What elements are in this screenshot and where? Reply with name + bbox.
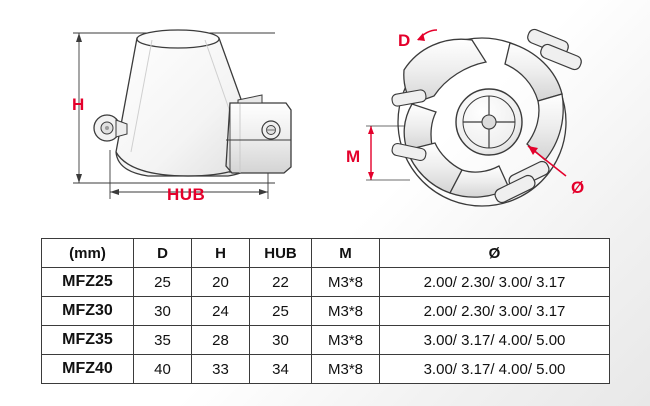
cell-hub: 34 [250,355,312,384]
cell-model: MFZ40 [42,355,134,384]
table-row [42,268,610,297]
dimension-label-diameter: Ø [571,178,585,197]
header-diameter: Ø [380,239,610,268]
specification-table [41,238,610,384]
cell-m: M3*8 [312,268,380,297]
cell-h: 24 [192,297,250,326]
cell-h: 20 [192,268,250,297]
table-row [42,326,610,355]
cell-m: M3*8 [312,297,380,326]
cell-bore: 2.00/ 2.30/ 3.00/ 3.17 [380,297,610,326]
cell-bore: 2.00/ 2.30/ 3.00/ 3.17 [380,268,610,297]
table-header-row [42,239,610,268]
header-hub: HUB [250,239,312,268]
cell-h: 28 [192,326,250,355]
cell-d: 35 [134,326,192,355]
cell-model: MFZ35 [42,326,134,355]
table-row [42,297,610,326]
cell-m: M3*8 [312,355,380,384]
cell-d: 30 [134,297,192,326]
cell-model: MFZ30 [42,297,134,326]
dimension-label-hub: HUB [167,185,206,204]
header-m: M [312,239,380,268]
side-view-group [73,30,291,199]
header-h: H [192,239,250,268]
cell-d: 40 [134,355,192,384]
cell-bore: 3.00/ 3.17/ 4.00/ 5.00 [380,326,610,355]
cell-hub: 25 [250,297,312,326]
cell-m: M3*8 [312,326,380,355]
cell-d: 25 [134,268,192,297]
cell-hub: 22 [250,268,312,297]
dimension-label-d: D [398,31,411,50]
dimension-label-h: H [72,95,85,114]
table-row [42,355,610,384]
cell-model: MFZ25 [42,268,134,297]
front-view-group [366,28,583,206]
header-unit: (mm) [42,239,134,268]
cell-bore: 3.00/ 3.17/ 4.00/ 5.00 [380,355,610,384]
dimension-label-m: M [346,147,361,166]
header-d: D [134,239,192,268]
cell-hub: 30 [250,326,312,355]
cell-h: 33 [192,355,250,384]
